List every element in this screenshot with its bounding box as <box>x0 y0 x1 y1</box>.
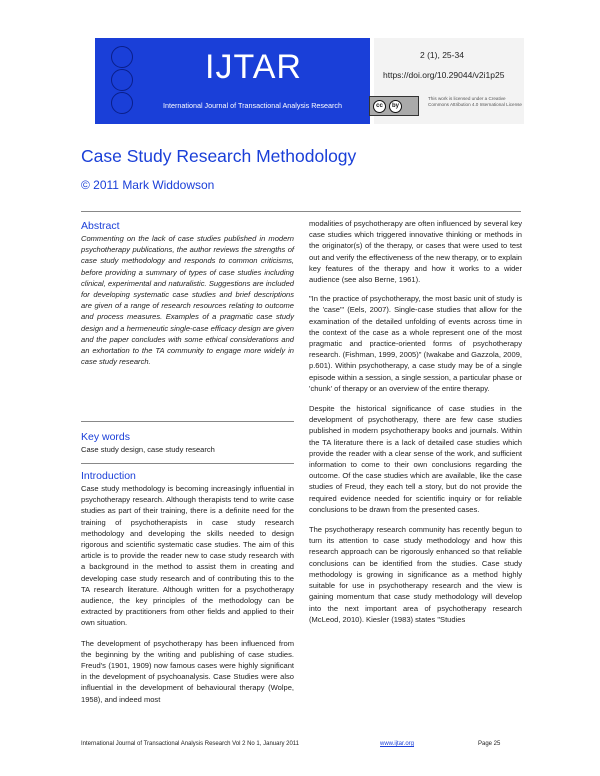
license-text: This work is licensed under a Creative Commons Attribution 4.0 International License <box>428 96 522 107</box>
title-divider <box>81 211 521 212</box>
right-column <box>309 218 522 625</box>
attribution-icon: by <box>389 100 402 113</box>
right-paragraph-2: "In the practice of psychotherapy, the most basic unit of study is the 'case'" (Eels, 2007). Single-case studies that allow for the examination of the detailed unfolding of events across time in the context of the case as a whole represent one of the most pragmatic and practice-oriented forms of psychotherapy research. (Fishman, 1999, 2005)" (Iwakabe and Gazzola, 2009, p.601). Within psychotherapy, a case study may be of a single episode within a session, a single session, a particular phase or 'chunk' of therapy or an overview of the entire therapy. <box>309 294 522 393</box>
footer-page-number: Page 25 <box>478 741 501 747</box>
right-paragraph-1: modalities of psychotherapy are often influenced by several key case studies which triggered innovative thinking or methods in the originator(s) of the therapy, or cases that were used to test out and verify the effectiveness of the new therapy, or to explain key features of the therapy and how it works to a wider audience (see also Berne, 1961). <box>309 219 522 285</box>
left-column <box>81 220 294 367</box>
journal-brand: IJTAR <box>205 48 302 86</box>
footer-journal: International Journal of Transactional Analysis Research Vol 2 No 1, January 2011 <box>81 741 300 747</box>
introduction-paragraph-1: Case study methodology is becoming increasingly influential in psychotherapy research. Although therapists tend to write case studies as part of their training, there is a definite need for the training of psychotherapists in case study research methodology and developing the skills needed to design rigorous and scientific systematic case studies. The aim of this article is to provide the reader new to case study research with a background in the method to assist them in creating and developing case study research and of contributing this to the TA research literature. Although written for a psychotherapy audience, the key principles of the methodology can be extracted by practitioners from other fields and applied to their own situation. <box>81 484 294 628</box>
abstract-heading: Abstract <box>81 220 120 232</box>
abstract-divider <box>81 421 294 422</box>
logo-circle-icon <box>111 92 133 114</box>
logo-circle-icon <box>111 69 133 91</box>
doi-link[interactable]: https://doi.org/10.29044/v2i1p25 <box>383 70 505 80</box>
introduction-paragraph-2: The development of psychotherapy has been influenced from the beginning by the writing and publishing of case studies. Freud's (1901, 1909) now famous cases were highly significant in the development of psychoanalysis. Case Studies were also influential in the development of behavioural therapy (Wolpe, 1958), and indeed most <box>81 638 294 704</box>
abstract-text: Commenting on the lack of case studies published in modern psychotherapy publications, the author reviews the strengths of case study methodology and responds to common criticisms, before providing a summary of types of case studies including clinical, experimental and naturalistic. Suggestions are included for developing systematic case studies and brief descriptions are given of a range of research resources relating to outcome and process measures. Examples of a pragmatic case study design and a hermeneutic single-case efficacy design are given and the paper concludes with some ethical considerations and an exhortation to the TA community to engage more widely in case study research. <box>81 234 294 367</box>
article-title: Case Study Research Methodology <box>81 146 357 166</box>
keywords-heading: Key words <box>81 431 131 443</box>
keywords-text: Case study design, case study research <box>81 445 215 454</box>
logo-circle-icon <box>111 46 133 68</box>
introduction-section <box>81 470 294 705</box>
right-paragraph-4: The psychotherapy research community has recently begun to turn its attention to case study methodology and how this research approach can be rigorously enhanced so that reliable conclusions can be identified from the studies. Case study methodology is growing in significance as a method highly suitable for use in psychotherapy research and the view is gaining momentum that case study methodology will develop into the next important area of psychotherapy research (McLeod, 2010). Kiesler (1983) states "Studies <box>309 525 522 624</box>
cc-license-badge[interactable] <box>369 96 419 116</box>
cc-icon: cc <box>373 100 386 113</box>
footer-website-link[interactable]: www.ijtar.org <box>380 741 415 747</box>
journal-full-name: International Journal of Transactional Analysis Research <box>163 101 342 110</box>
right-paragraph-3: Despite the historical significance of case studies in the development of psychotherapy, there are few case studies published in modern psychotherapy books and journals. Within the TA literature there is a lack of detailed case studies which provide the reader with a clear sense of the work, and sufficient information to come to their own conclusions regarding the outcome. Of the case studies which are available, like the case studies of Freud, they each tell a story, but do not provide the required evidence needed for scientific inquiry or for reliable conclusions to be drawn from the presented cases. <box>309 404 522 514</box>
article-author: © 2011 Mark Widdowson <box>81 178 215 192</box>
keywords-section <box>81 431 294 455</box>
introduction-heading: Introduction <box>81 470 136 482</box>
volume-issue: 2 (1), 25-34 <box>420 50 464 60</box>
keywords-divider <box>81 463 294 464</box>
